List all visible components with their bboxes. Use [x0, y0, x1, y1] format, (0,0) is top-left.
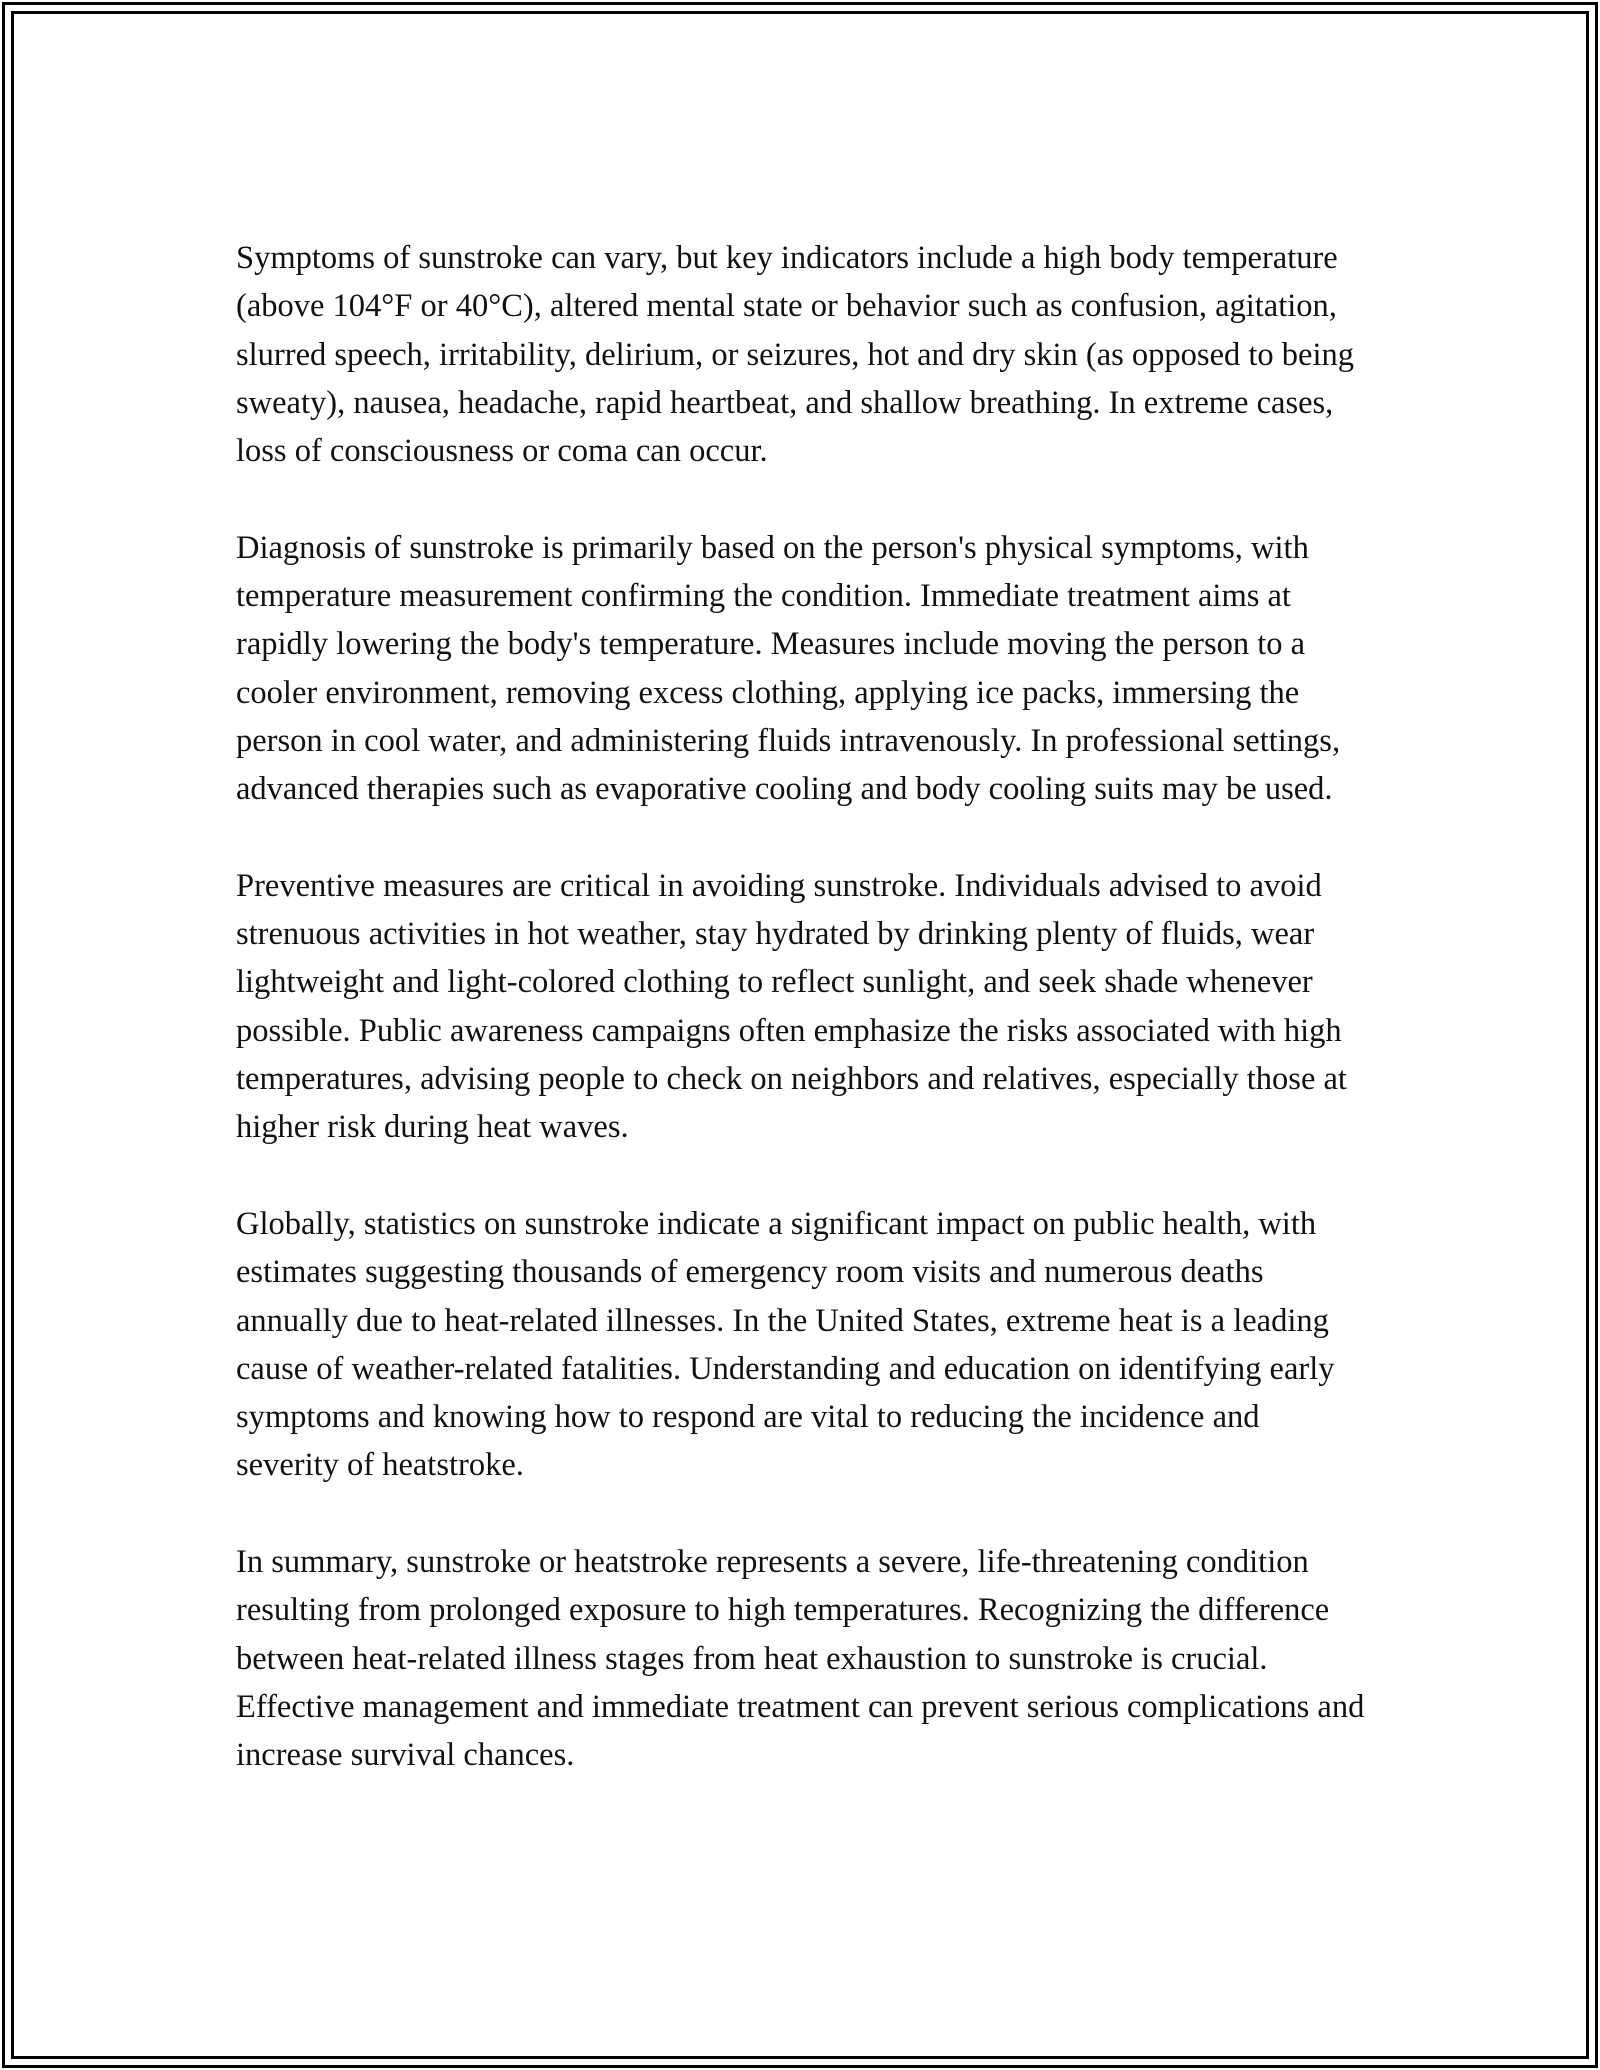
paragraph-diagnosis-treatment: Diagnosis of sunstroke is primarily based on the person's physical symptoms, with temperature measurement confirming the condition. Immediate treatment aims at rapidly lowering the body's temperature. Measures include moving the person to a cooler environment, removing excess clothing, applying ice packs, immersing the person in cool water, and administering fluids intravenously. In professional settings, advanced therapies such as evaporative cooling and body cooling suits may be used.	[236, 529, 1341, 808]
paragraph-symptoms: Symptoms of sunstroke can vary, but key indicators include a high body temperature (above 104°F or 40°C), altered mental state or behavior such as confusion, agitation, slurred speech, irritability, delirium, or seizures, hot and dry skin (as opposed to being sweaty), nausea, headache, rapid heartbeat, and shallow breathing. In extreme cases, loss of consciousness or coma can occur.	[236, 240, 1354, 470]
paragraph-prevention: Preventive measures are critical in avoiding sunstroke. Individuals advised to avoid strenuous activities in hot weather, stay hydrated by drinking plenty of fluids, wear lightweight and light-colored clothing to reflect sunlight, and seek shade whenever possible. Public awareness campaigns often emphasize the risks associated with high temperatures, advising people to check on neighbors and relatives, especially those at higher risk during heat waves.	[236, 867, 1347, 1146]
paragraph-statistics: Globally, statistics on sunstroke indicate a significant impact on public health, with estimates suggesting thousands of emergency room visits and numerous deaths annually due to heat-related illnesses. In the United States, extreme heat is a leading cause of weather-related fatalities. Understanding and education on identifying early symptoms and knowing how to respond are vital to reducing the incidence and severity of heatstroke.	[236, 1205, 1335, 1484]
document-body	[236, 234, 1366, 1780]
paragraph-summary: In summary, sunstroke or heatstroke represents a severe, life-threatening condition resulting from prolonged exposure to high temperatures. Recognizing the difference between heat-related illness stages from heat exhaustion to sunstroke is crucial. Effective management and immediate treatment can prevent serious complications and increase survival chances.	[236, 1544, 1365, 1774]
